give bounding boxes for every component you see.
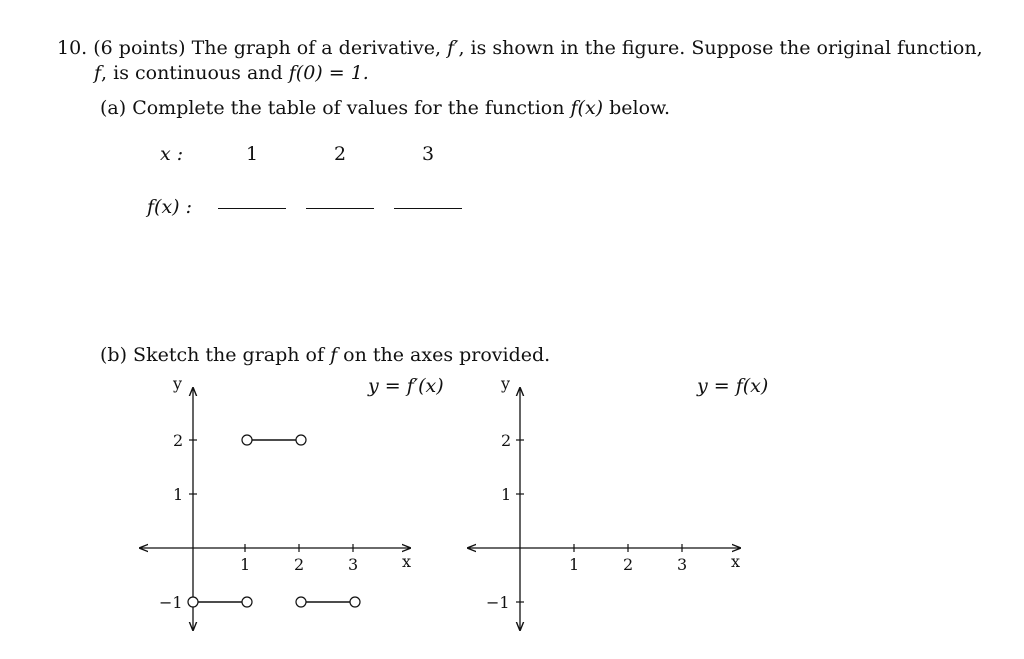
left-x-tick-label-3: 3	[348, 555, 359, 574]
problem-points: (6 points)	[93, 37, 186, 59]
right-y-tick-label-1: 1	[501, 485, 512, 504]
fprime-endpoint-2-left	[242, 435, 252, 445]
right-x-tick-label-3: 3	[677, 555, 688, 574]
fprime-endpoint-1-right	[242, 597, 252, 607]
right-y-axis-label: y	[501, 374, 511, 393]
right-y-tick-label-2: 2	[501, 431, 512, 450]
table-x-label: x :	[160, 143, 184, 165]
problem-condition: f(0) = 1.	[288, 62, 369, 84]
right-graph[interactable]	[468, 374, 768, 630]
right-x-tick-label-2: 2	[623, 555, 634, 574]
left-x-axis-label: x	[402, 552, 412, 571]
part-b-f: f	[330, 344, 338, 366]
left-y-tick-label-1: 1	[173, 485, 184, 504]
part-b-text: Sketch the graph of	[133, 344, 325, 366]
table-x-value-1: 1	[246, 143, 259, 165]
left-y-axis-label: y	[173, 374, 183, 393]
right-graph-title: y = f(x)	[697, 375, 769, 397]
fprime-endpoint-3-left	[296, 597, 306, 607]
part-a-text-end: below.	[609, 97, 671, 119]
problem-number: 10.	[57, 37, 88, 59]
part-b-text-end: on the axes provided.	[343, 344, 551, 366]
problem-text-1: The graph of a derivative,	[191, 37, 442, 59]
part-a-label: (a)	[100, 97, 127, 119]
right-x-axis-label: x	[731, 552, 741, 571]
problem-fprime: f′	[447, 37, 459, 59]
fprime-segments	[188, 435, 360, 607]
part-a-text: Complete the table of values for the function	[132, 97, 565, 119]
right-y-tick-label-neg1: −1	[486, 593, 510, 612]
left-graph	[140, 374, 444, 630]
part-b-label: (b)	[100, 344, 127, 366]
left-x-tick-label-2: 2	[294, 555, 305, 574]
left-x-tick-label-1: 1	[240, 555, 251, 574]
table-x-value-2: 2	[334, 143, 347, 165]
problem-text-3: , is continuous and	[101, 62, 283, 84]
left-y-tick-label-2: 2	[173, 431, 184, 450]
fprime-endpoint-3-right	[350, 597, 360, 607]
part-a-fx: f(x)	[570, 97, 604, 119]
problem-f: f	[94, 62, 102, 84]
left-y-tick-label-neg1: −1	[159, 593, 183, 612]
table-x-value-3: 3	[422, 143, 435, 165]
left-graph-title: y = f′(x)	[368, 375, 444, 397]
fprime-endpoint-2-right	[296, 435, 306, 445]
problem-text-2: , is shown in the figure. Suppose the original function,	[458, 37, 983, 59]
fprime-endpoint-1-left	[188, 597, 198, 607]
right-x-tick-label-1: 1	[569, 555, 580, 574]
table-fx-label: f(x) :	[147, 196, 193, 218]
